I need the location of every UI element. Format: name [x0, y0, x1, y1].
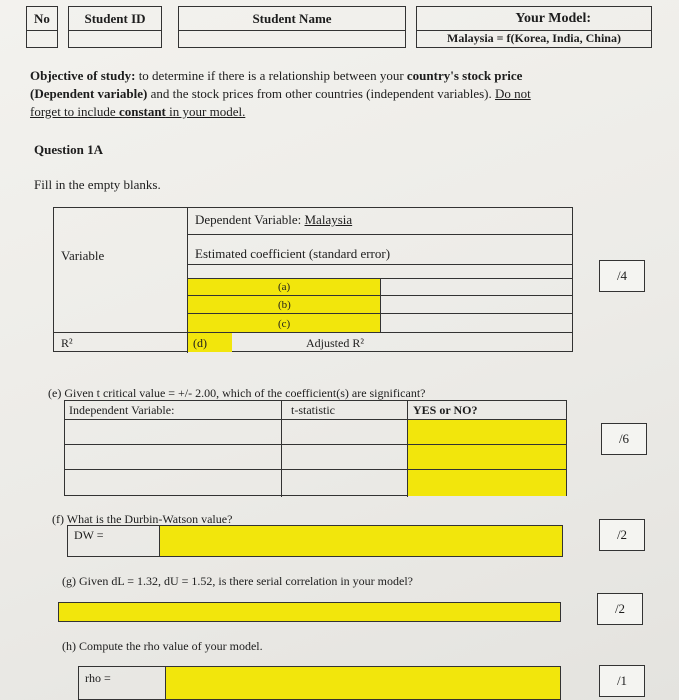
question-title: Question 1A [34, 142, 103, 157]
r-squared-label: R² [61, 336, 73, 350]
serial-correlation-input[interactable] [58, 602, 561, 622]
score-box-rho: /1 [599, 665, 645, 697]
yes-no-cell-3[interactable] [408, 470, 566, 496]
score-box-significance: /6 [601, 423, 647, 455]
variable-header: Variable [61, 248, 105, 263]
blank-d-label: (d) [193, 336, 207, 350]
col-independent-variable: Independent Variable: [69, 403, 175, 417]
rho-answer-box [78, 666, 561, 700]
model-formula: Malaysia = f(Korea, India, China) [447, 31, 621, 45]
part-f-question: (f) What is the Durbin-Watson value? [52, 512, 233, 526]
part-e-question: (e) Given t critical value = +/- 2.00, which of the coefficient(s) are significant? [48, 386, 426, 400]
coefficient-header: Estimated coefficient (standard error) [195, 246, 391, 261]
score-box-dw: /2 [599, 519, 645, 551]
objective-text: Objective of study: to determine if there is a relationship between your country's stock price (Dependent variable) and the stock prices from other countries (independent variables). Do not forget to include constant in your model. [30, 68, 531, 119]
blank-b-label: (b) [278, 299, 291, 311]
dw-label: DW = [74, 528, 104, 542]
col-t-statistic: t-statistic [291, 403, 335, 417]
regression-table [53, 207, 573, 352]
score-box-serial: /2 [597, 593, 643, 625]
score-box-regression: /4 [599, 260, 645, 292]
model-cell [416, 6, 652, 48]
student-id-cell [68, 6, 162, 48]
rho-input[interactable] [165, 667, 560, 699]
blank-c-label: (c) [278, 318, 291, 330]
part-g-question: (g) Given dL = 1.32, dU = 1.52, is there serial correlation in your model? [62, 574, 413, 588]
no-label: No [34, 11, 50, 26]
yes-no-cell-2[interactable] [408, 445, 566, 469]
part-h-question: (h) Compute the rho value of your model. [62, 639, 263, 653]
student-name-cell [178, 6, 406, 48]
objective-lead: Objective of study: [30, 68, 136, 83]
dw-input[interactable] [159, 526, 562, 556]
yes-no-cell-1[interactable] [408, 420, 566, 444]
no-cell [26, 6, 58, 48]
question-instruction: Fill in the empty blanks. [34, 177, 161, 192]
col-yes-or-no: YES or NO? [413, 403, 478, 417]
dependent-variable: Dependent Variable: Malaysia [195, 212, 353, 227]
student-name-label: Student Name [252, 11, 332, 26]
rho-label: rho = [85, 671, 111, 685]
model-title: Your Model: [515, 11, 591, 26]
blank-a-label: (a) [278, 281, 291, 293]
student-id-label: Student ID [84, 11, 146, 26]
significance-table [64, 400, 567, 496]
adjusted-r-squared-label: Adjusted R² [306, 336, 364, 350]
dw-answer-box [67, 525, 563, 557]
